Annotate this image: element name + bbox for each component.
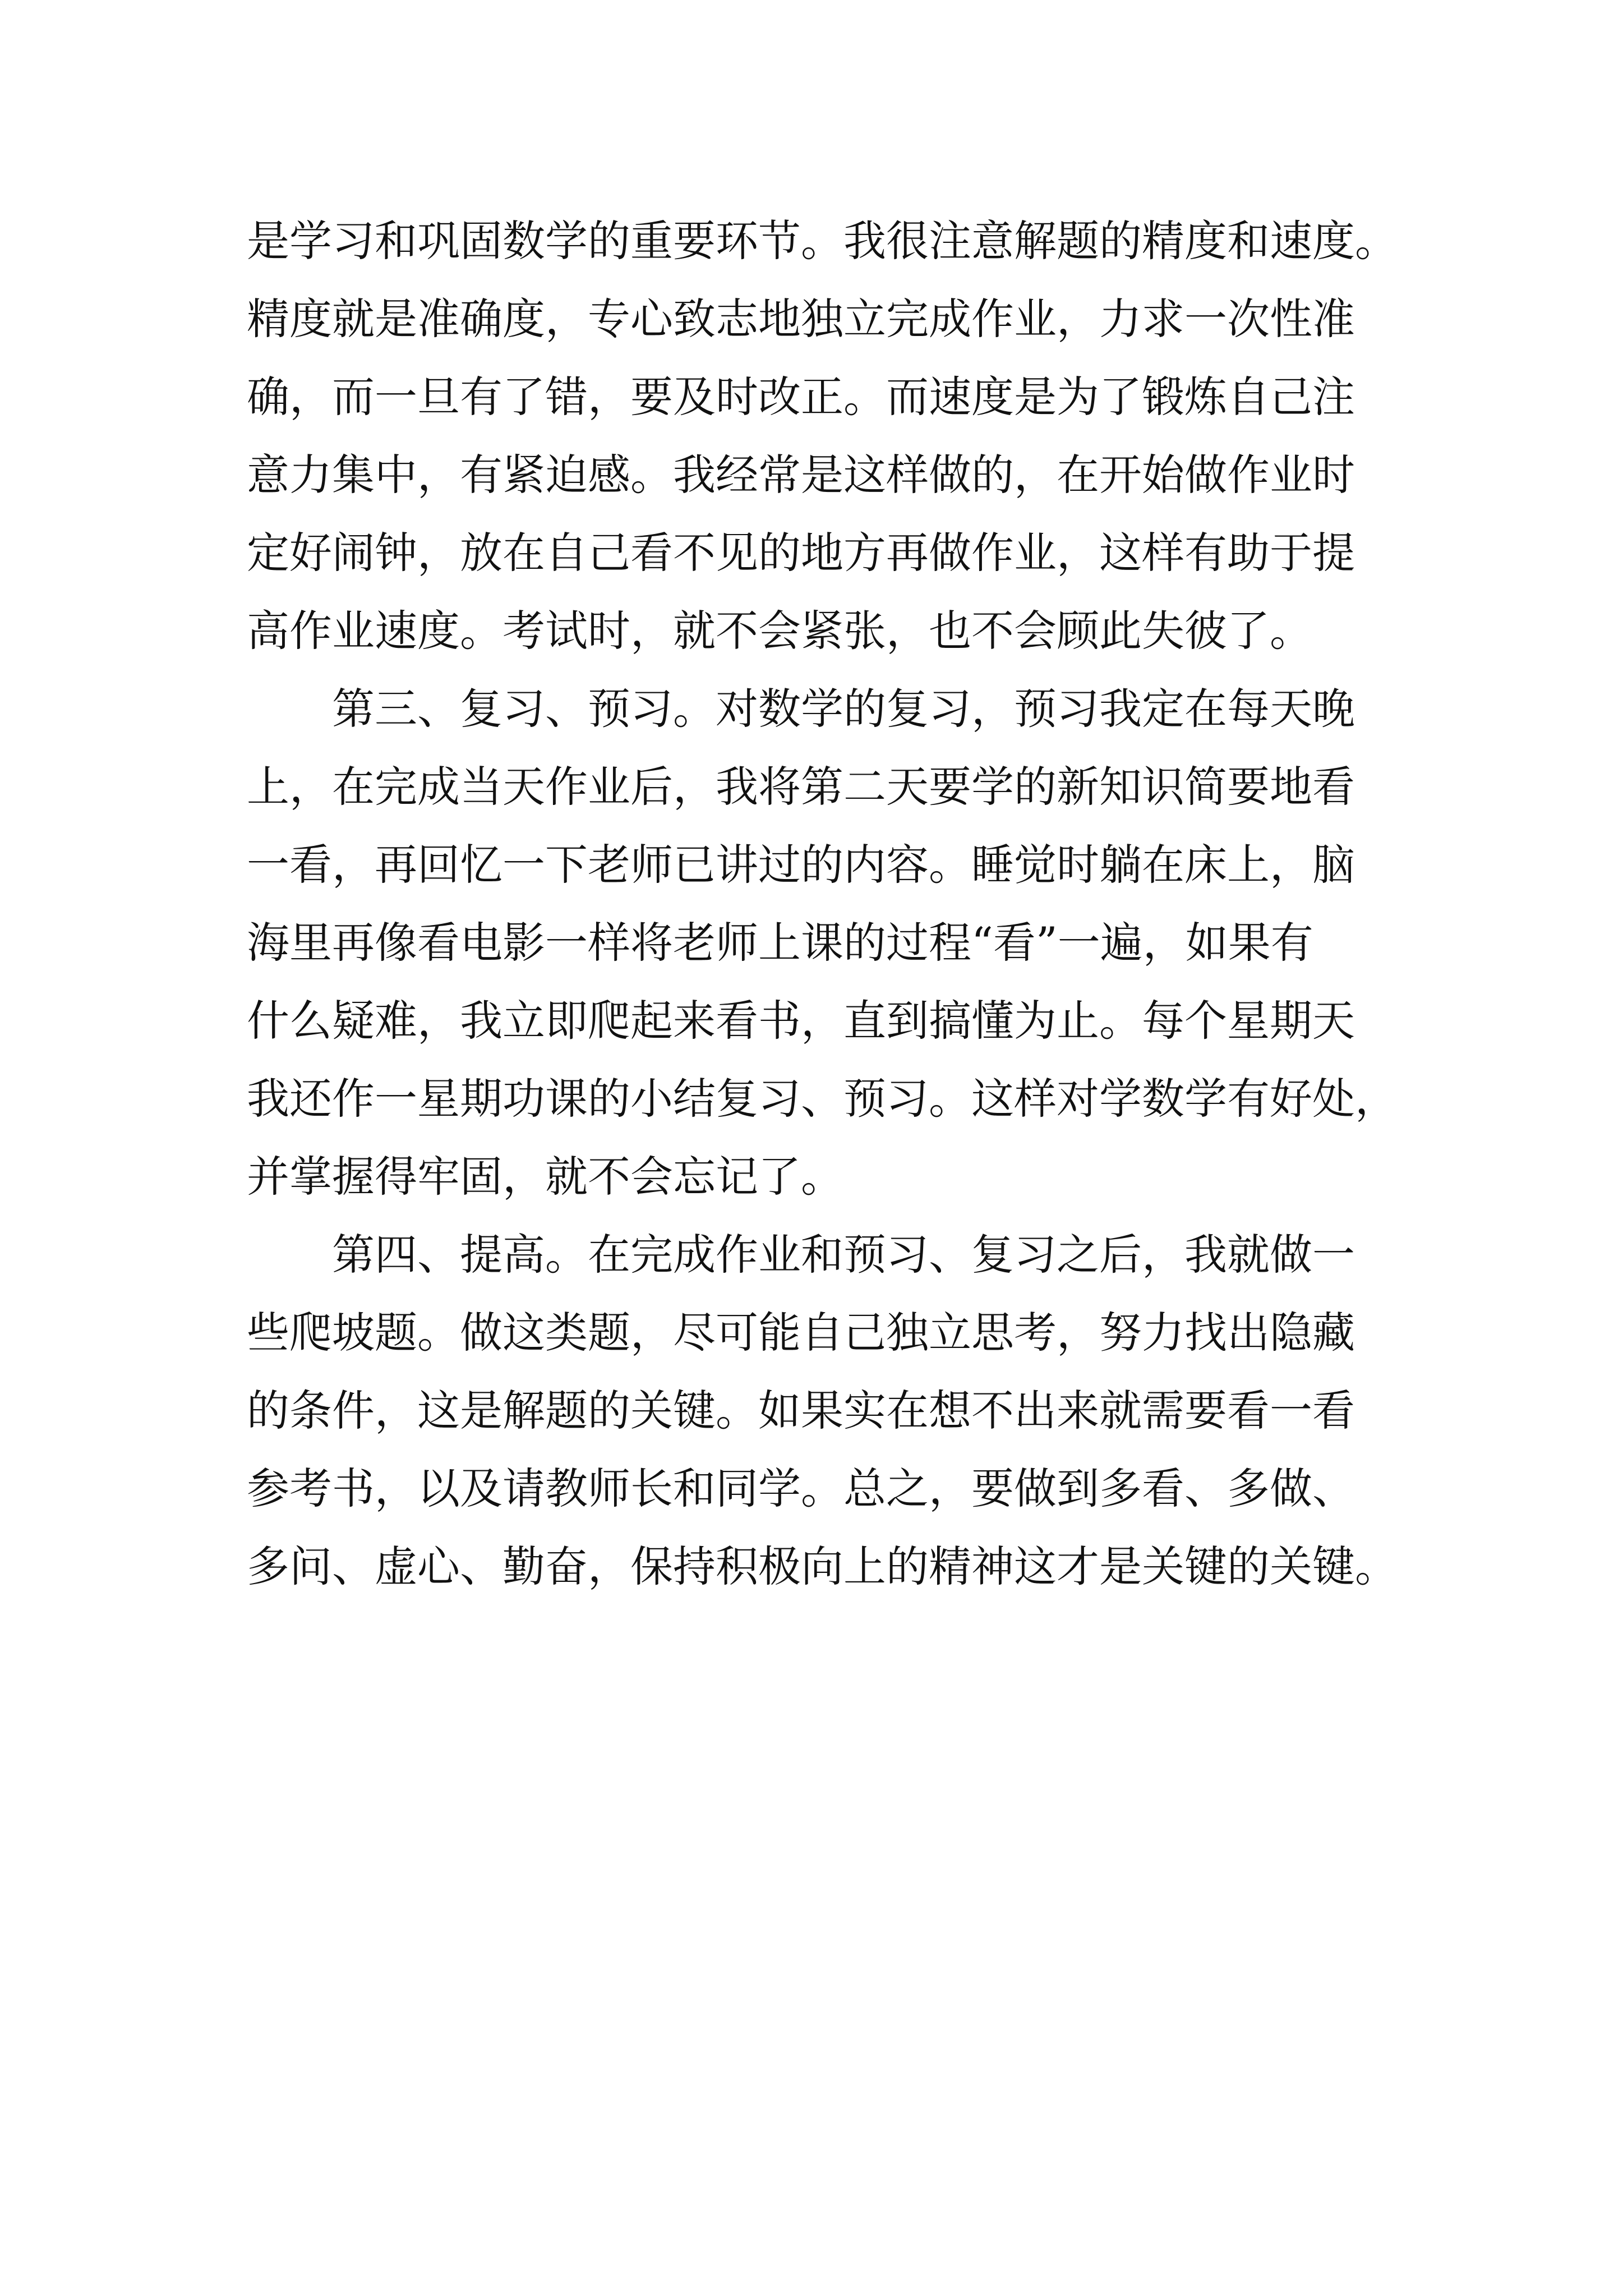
text-line: 些爬坡题。做这类题，尽可能自己独立思考，努力找出隐藏 bbox=[247, 1308, 1355, 1358]
text-line: 我还作一星期功课的小结复习、预习。这样对学数学有好处， bbox=[247, 1074, 1398, 1124]
text-line: 多问、虚心、勤奋，保持积极向上的精神这才是关键的关键。 bbox=[247, 1542, 1398, 1591]
text-line: 精度就是准确度，专心致志地独立完成作业，力求一次性准 bbox=[247, 294, 1355, 344]
text-line: 什么疑难，我立即爬起来看书，直到搞懂为止。每个星期天 bbox=[247, 996, 1355, 1046]
text-line: 确，而一旦有了错，要及时改正。而速度是为了锻炼自己注 bbox=[247, 372, 1355, 422]
paragraph-start-line: 第三、复习、预习。对数学的复习，预习我定在每天晚 bbox=[332, 684, 1355, 734]
paragraph-start-line: 第四、提高。在完成作业和预习、复习之后，我就做一 bbox=[332, 1230, 1355, 1280]
text-line: 一看，再回忆一下老师已讲过的内容。睡觉时躺在床上，脑 bbox=[247, 840, 1355, 890]
text-line: 高作业速度。考试时，就不会紧张，也不会顾此失彼了。 bbox=[247, 606, 1312, 656]
text-line: 是学习和巩固数学的重要环节。我很注意解题的精度和速度。 bbox=[247, 216, 1398, 266]
text-line: 上，在完成当天作业后，我将第二天要学的新知识简要地看 bbox=[247, 762, 1355, 812]
text-line: 参考书，以及请教师长和同学。总之，要做到多看、多做、 bbox=[247, 1464, 1355, 1513]
text-line: 的条件，这是解题的关键。如果实在想不出来就需要看一看 bbox=[247, 1386, 1355, 1435]
text-line: 定好闹钟，放在自己看不见的地方再做作业，这样有助于提 bbox=[247, 528, 1355, 578]
text-line: 海里再像看电影一样将老师上课的过程“看”一遍，如果有 bbox=[247, 918, 1313, 968]
text-line: 并掌握得牢固，就不会忘记了。 bbox=[247, 1152, 843, 1202]
text-line: 意力集中，有紧迫感。我经常是这样做的，在开始做作业时 bbox=[247, 450, 1355, 500]
document-body bbox=[247, 202, 1424, 1605]
